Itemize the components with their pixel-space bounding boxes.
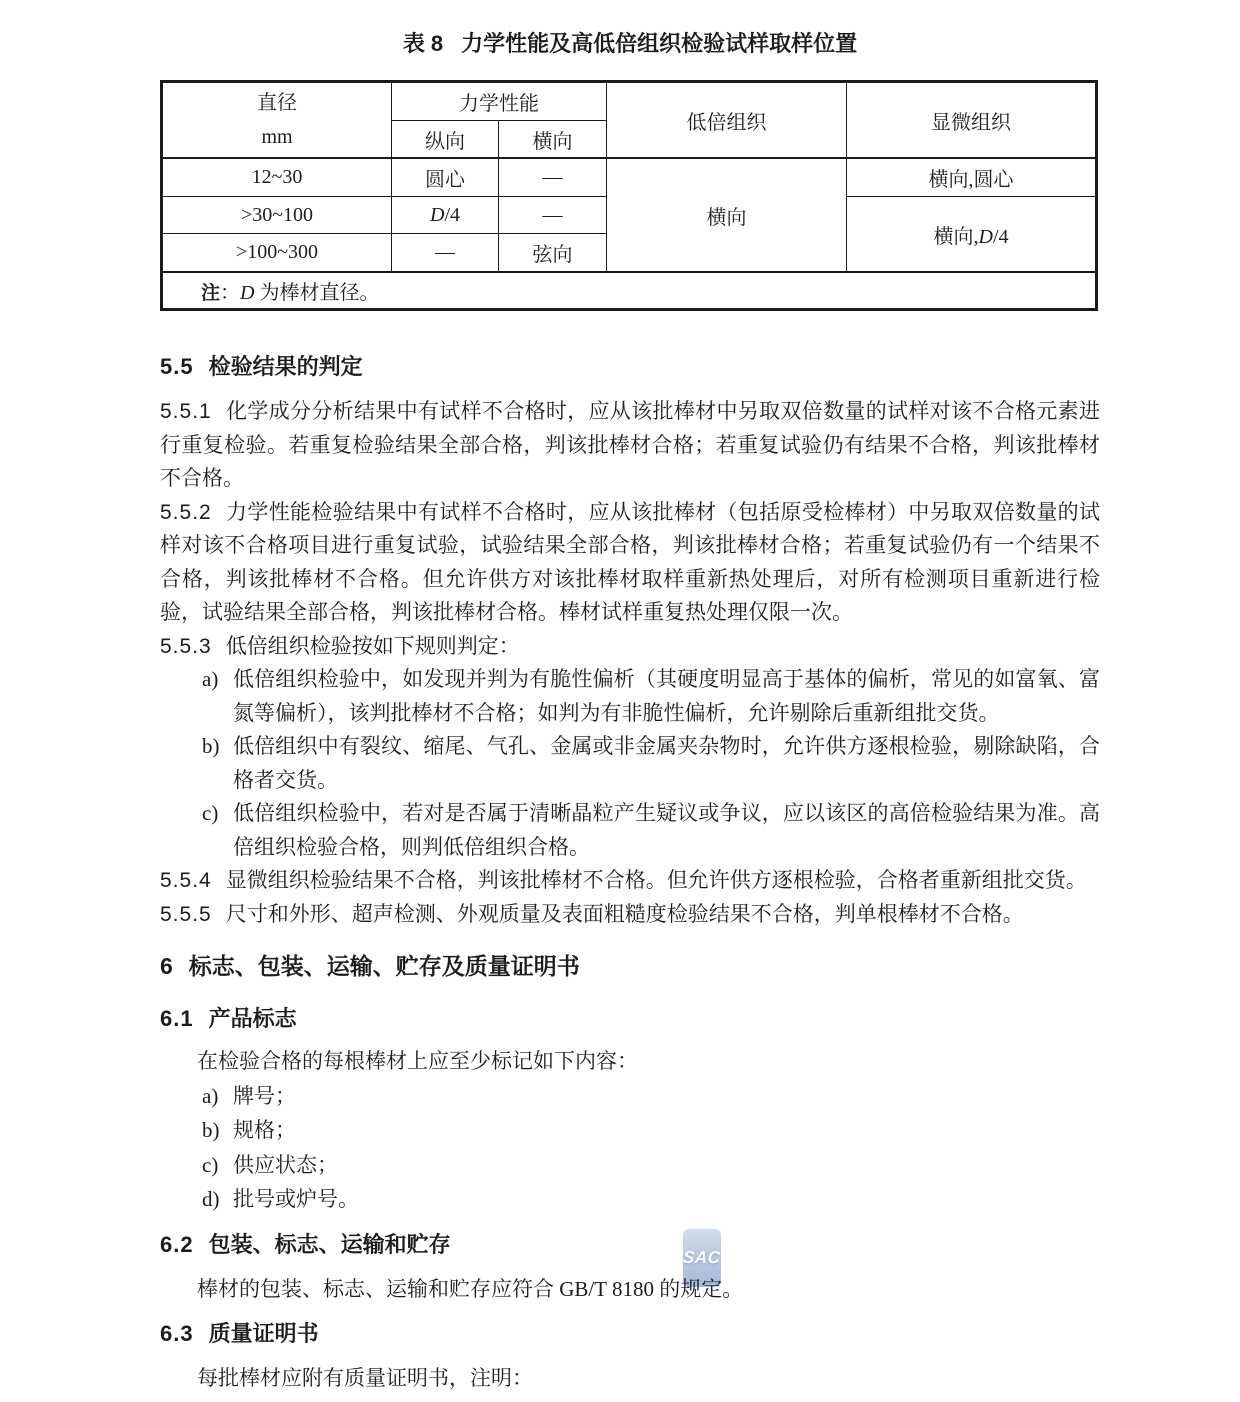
header-longitudinal: 纵向 [392,121,499,159]
clause-number: 5.5.4 [160,869,212,892]
clause-number: 5.5.5 [160,902,212,926]
cell-longitudinal-2: D/4 [392,197,499,234]
header-diameter: 直径 mm [162,82,392,159]
section-61-intro: 在检验合格的每根棒材上应至少标记如下内容： [197,1049,638,1073]
mark-item-d: d) 批号或炉号。 [160,1182,1100,1217]
table8-caption-label: 表 8 [402,31,444,56]
list-marker: b) [202,1118,220,1142]
section-61-heading: 6.1 产品标志 [160,1006,297,1031]
clause-553-paragraph: 5.5.3 低倍组织检验按如下规则判定： [160,633,520,658]
cell-diameter-3: >100~300 [162,234,392,273]
page-content [160,0,1100,1396]
list-marker: c) [202,1152,219,1177]
table-row [162,158,1097,197]
section-63-heading: 6.3 质量证明书 [160,1321,319,1346]
mark-item-a: a) 牌号； [160,1079,1100,1114]
table-header-row-1 [162,82,1097,121]
cell-longitudinal-1: 圆心 [392,158,499,197]
header-transverse: 横向 [499,121,607,159]
section-62-body: 棒材的包装、标志、运输和贮存应符合 GB/T 8180 的规定。 [197,1276,744,1301]
cell-diameter-2: >30~100 [162,197,392,234]
table-note: 注：D 为棒材直径。 [162,272,1097,310]
clause-555-paragraph: 5.5.5 尺寸和外形、超声检测、外观质量及表面粗糙度检验结果不合格，判单根棒材不合格。 [160,901,1024,926]
cell-transverse-1: — [499,158,607,197]
clause-551-paragraph: 5.5.1 化学成分分析结果中有试样不合格时，应从该批棒材中另取双倍数量的试样对该不合格元素进行重复检验。若重复检验结果全部合格，判该批棒材合格；若重复试验仍有结果不合格，判该批棒材不合格。 [160,399,1100,490]
section-63-body: 每批棒材应附有质量证明书，注明： [197,1366,533,1390]
cell-micro-23: 横向,D/4 [847,197,1097,273]
list-marker: a) [202,667,219,691]
cell-diameter-1: 12~30 [162,158,392,197]
header-microstructure: 显微组织 [847,82,1097,159]
section-55-heading: 5.5 检验结果的判定 [160,354,363,379]
header-macrostructure: 低倍组织 [607,82,847,159]
list-marker: b) [202,734,220,758]
mark-item-b: b) 规格； [160,1113,1100,1148]
clause-552-paragraph: 5.5.2 力学性能检验结果中有试样不合格时，应从该批棒材（包括原受检棒材）中另取双倍数量的试样对该不合格项目进行重复试验，试验结果全部合格，判该批棒材合格；若重复试验仍有一个结果不合格，判该批棒材不合格。但允许供方对该批棒材取样重新热处理后，对所有检测项目重新进行检验，试验结果全部合格，判该批棒材合格。棒材试样重复热处理仅限一次。 [160,499,1100,624]
list-marker: c) [202,801,219,825]
cell-transverse-3: 弦向 [499,234,607,273]
header-mechanical: 力学性能 [392,82,607,121]
cell-macro-all: 横向 [607,158,847,272]
list-marker: a) [202,1083,219,1108]
mark-item-c: c) 供应状态； [160,1148,1100,1183]
section-62-heading: 6.2 包装、标志、运输和贮存 [160,1231,451,1257]
clause-554-paragraph: 5.5.4 显微组织检验结果不合格，判该批棒材不合格。但允许供方逐根检验，合格者重新组批交货。 [160,868,1087,892]
clause-number: 5.5.3 [160,634,212,658]
table8-caption [160,30,1100,58]
table8-caption-title: 力学性能及高低倍组织检验试样取样位置 [461,31,858,56]
list-item-a: a) 低倍组织检验中，如发现并判为有脆性偏析（其硬度明显高于基体的偏析，常见的如富氧、富氮等偏析），该判批棒材不合格；如判为有非脆性偏析，允许剔除后重新组批交货。 [160,663,1100,730]
clause-number: 5.5.2 [160,500,212,524]
sampling-position-table [160,80,1098,311]
table-note-row [162,272,1097,310]
section-6-heading: 6 标志、包装、运输、贮存及质量证明书 [160,953,580,979]
list-item-b: b) 低倍组织中有裂纹、缩尾、气孔、金属或非金属夹杂物时，允许供方逐根检验，剔除缺陷，合格者交货。 [160,730,1100,797]
cell-longitudinal-3: — [392,234,499,273]
cell-transverse-2: — [499,197,607,234]
cell-micro-1: 横向,圆心 [847,158,1097,197]
sac-watermark-text: SAC [682,1248,722,1267]
list-marker: d) [202,1187,220,1211]
list-item-c: c) 低倍组织检验中，若对是否属于清晰晶粒产生疑议或争议，应以该区的高倍检验结果为准。高倍组织检验合格，则判低倍组织合格。 [160,797,1100,864]
clause-number: 5.5.1 [160,400,212,423]
